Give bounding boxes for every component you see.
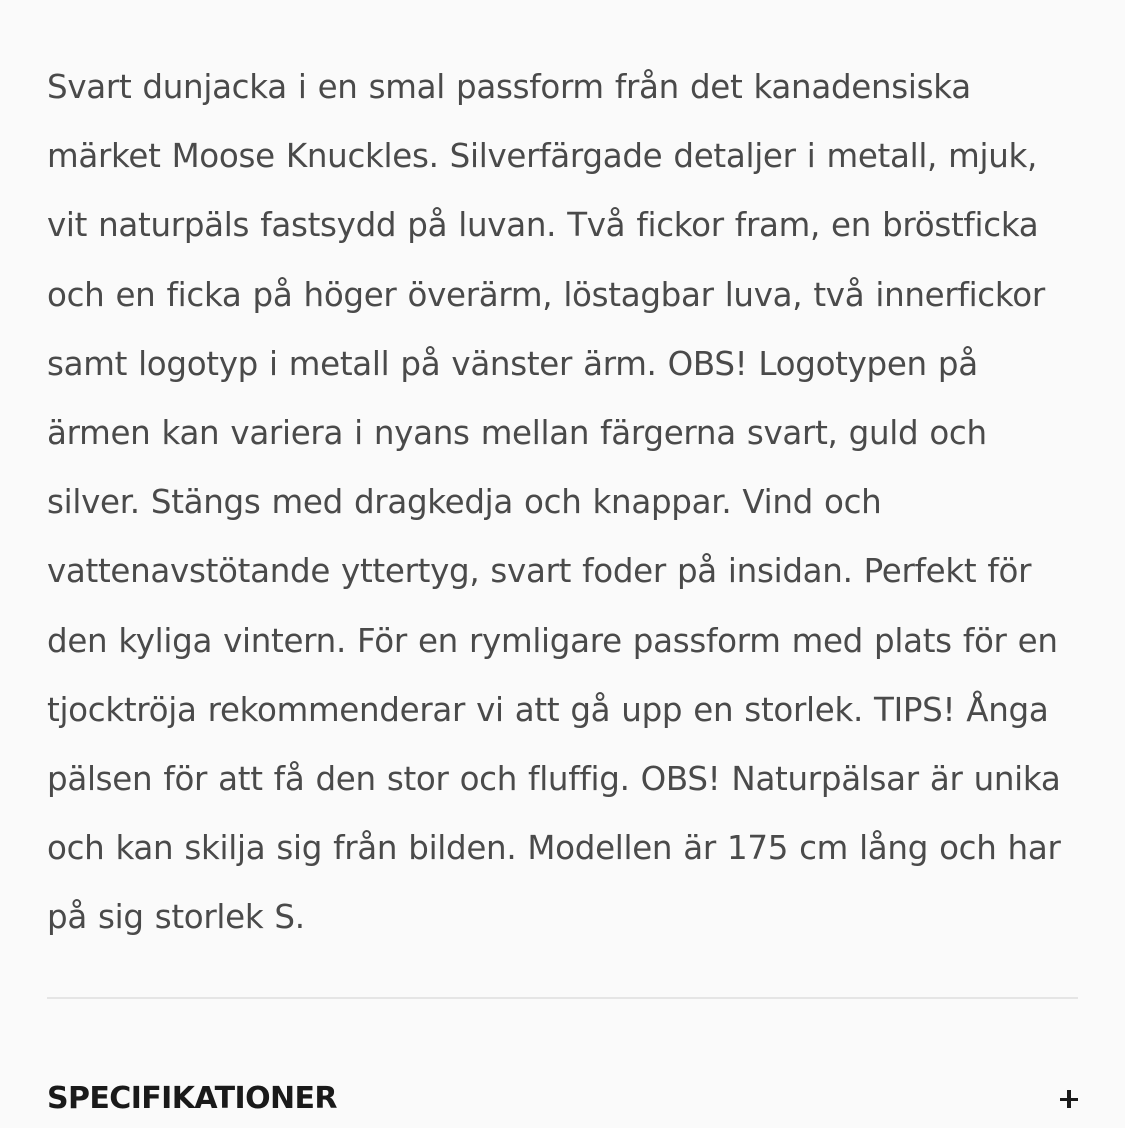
section-divider xyxy=(47,997,1078,999)
plus-icon[interactable] xyxy=(1060,1090,1078,1108)
product-description: Svart dunjacka i en smal passform från det kanadensiska märket Moose Knuckles. Silverfärgade detaljer i metall, mjuk, vit naturpäls fastsydd på luvan. Två fickor fram, en bröstficka och en ficka på höger överärm, löstagbar luva, två innerfickor samt logotyp i metall på vänster ärm. OBS! Logotypen på ärmen kan variera i nyans mellan färgerna svart, guld och silver. Stängs med dragkedja och knappar. Vind och vattenavstötande yttertyg, svart foder på insidan. Perfekt för den kyliga vintern. För en rymligare passform med plats för en tjocktröja rekommenderar vi att gå upp en storlek. TIPS! Ånga pälsen för att få den stor och fluffig. OBS! Naturpälsar är unika och kan skilja sig från bilden. Modellen är 175 cm lång och har på sig storlek S. xyxy=(47,68,1061,937)
specifications-title: SPECIFIKATIONER xyxy=(47,1081,337,1116)
specifications-accordion[interactable] xyxy=(47,1070,1078,1126)
